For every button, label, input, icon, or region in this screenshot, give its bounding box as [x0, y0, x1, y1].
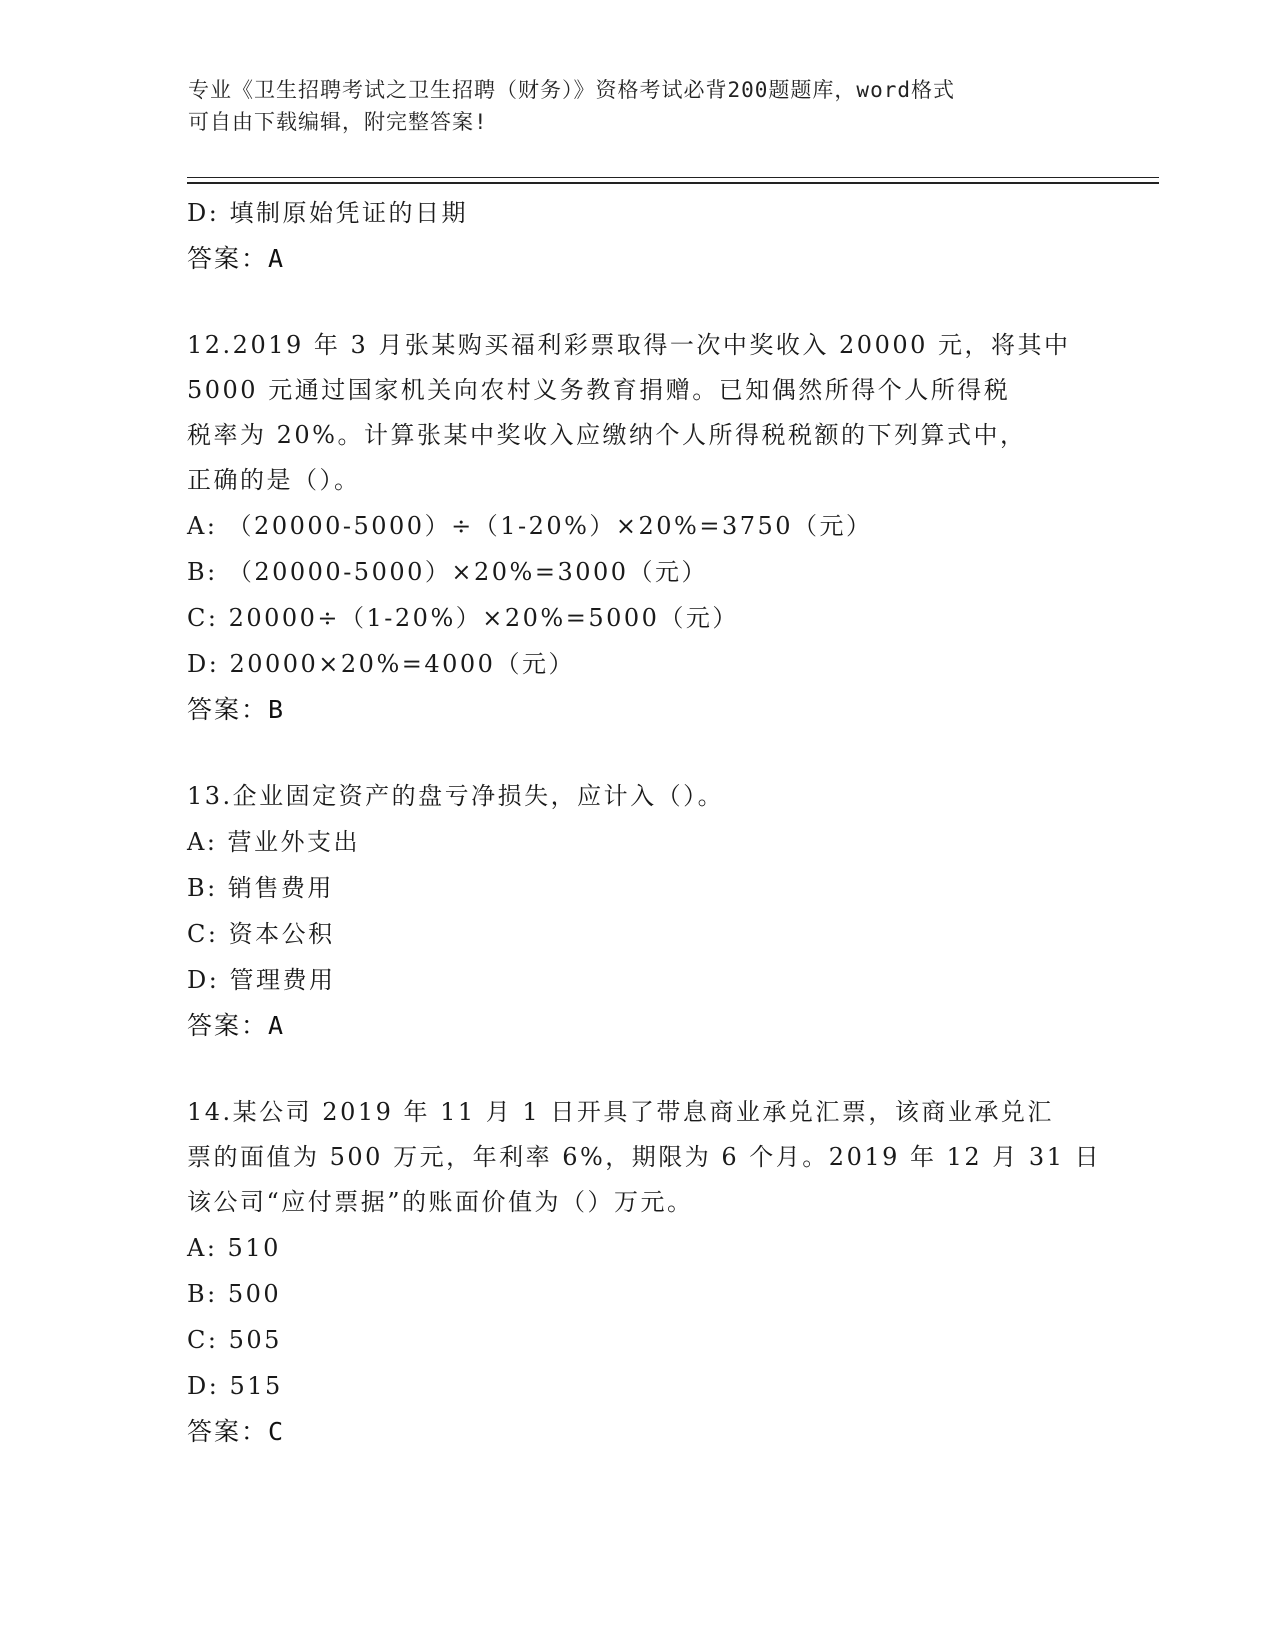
- question-line: 5000 元通过国家机关向农村义务教育捐赠。已知偶然所得个人所得税: [187, 376, 1011, 404]
- answer-line: 答案：A: [187, 1011, 286, 1040]
- question-line: 该公司“应付票据”的账面价值为（）万元。: [187, 1188, 694, 1216]
- question-line: 票的面值为 500 万元，年利率 6%，期限为 6 个月。2019 年 12 月 31 日: [187, 1143, 1102, 1171]
- question-text: [187, 323, 1087, 503]
- option-a: A: 510: [187, 1234, 281, 1262]
- answer-line: 答案：A: [187, 244, 286, 273]
- question-line: 14.某公司 2019 年 11 月 1 日开具了带息商业承兑汇票，该商业承兑汇: [187, 1098, 1054, 1126]
- spacer: [187, 282, 1087, 323]
- document-header: [188, 74, 1078, 138]
- option-c: C: 505: [187, 1326, 282, 1354]
- answer-line: 答案：B: [187, 695, 286, 724]
- option-d: D: 20000×20%=4000（元）: [187, 650, 575, 678]
- spacer: [187, 733, 1087, 774]
- option-a: A: 营业外支出: [187, 828, 361, 856]
- header-line-1: 专业《卫生招聘考试之卫生招聘（财务）》资格考试必背200题题库，word格式: [188, 78, 955, 102]
- option-d: D: 515: [187, 1372, 283, 1400]
- option-b: B: 500: [187, 1280, 282, 1308]
- question-line: 税率为 20%。计算张某中奖收入应缴纳个人所得税税额的下列算式中，: [187, 421, 1027, 449]
- previous-question-tail: [187, 190, 1087, 282]
- question-line: 正确的是（）。: [187, 466, 361, 494]
- header-divider-thick: [187, 182, 1159, 184]
- option-b: B: 销售费用: [187, 874, 334, 902]
- question-14: [187, 1090, 1102, 1455]
- option-b: B: （20000-5000）×20%=3000（元）: [187, 558, 709, 586]
- option-d: D: 管理费用: [187, 966, 336, 994]
- question-13: [187, 774, 1087, 1049]
- option-c: C: 资本公积: [187, 920, 335, 948]
- question-text: [187, 774, 1087, 819]
- question-text: [187, 1090, 1102, 1225]
- header-line-2: 可自由下载编辑，附完整答案!: [188, 110, 488, 134]
- spacer: [187, 1049, 1087, 1090]
- question-line: 13.企业固定资产的盘亏净损失，应计入（）。: [187, 782, 725, 810]
- answer-line: 答案：C: [187, 1417, 286, 1446]
- question-content: [187, 190, 1102, 1455]
- question-12: [187, 323, 1087, 733]
- option-c: C: 20000÷（1-20%）×20%=5000（元）: [187, 604, 739, 632]
- option-d: D: 填制原始凭证的日期: [187, 199, 468, 227]
- header-divider-thin: [187, 177, 1159, 178]
- question-line: 12.2019 年 3 月张某购买福利彩票取得一次中奖收入 20000 元，将其中: [187, 331, 1071, 359]
- option-a: A: （20000-5000）÷（1-20%）×20%=3750（元）: [187, 512, 873, 540]
